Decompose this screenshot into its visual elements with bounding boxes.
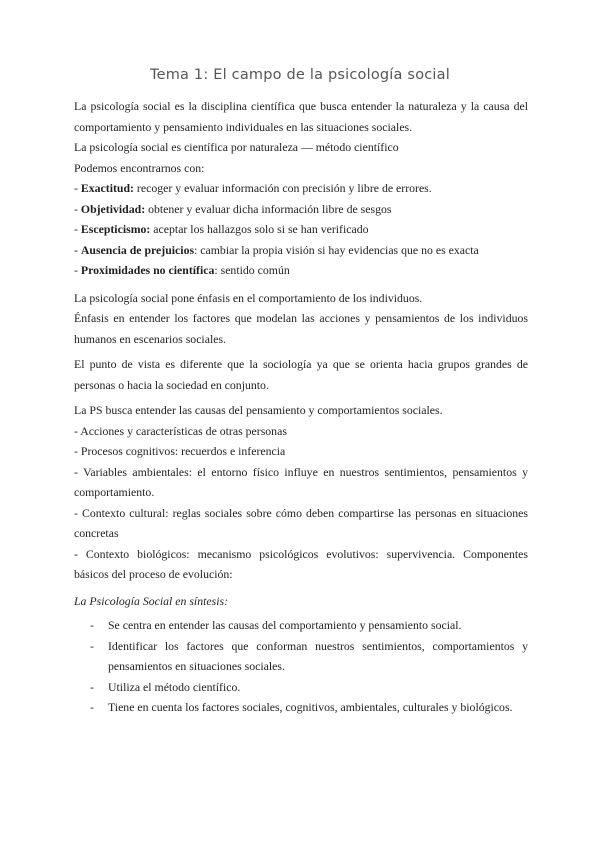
- dash-bullet: -: [90, 679, 94, 694]
- emphasis-paragraph-2: Énfasis en entender los factores que modelan las acciones y pensamientos de los individuos humanos en escenarios sociales.: [74, 311, 528, 346]
- feature-item-prejuicios: - Ausencia de prejuicios: cambiar la propia visión si hay evidencias que no es exacta: [74, 242, 479, 257]
- page-title: Tema 1: El campo de la psicología social: [150, 67, 450, 83]
- causes-list: [74, 421, 528, 585]
- feature-text: aceptar los hallazgos solo si se han verificado: [150, 222, 369, 236]
- feature-term: Objetividad:: [80, 201, 146, 216]
- dash-bullet: -: [90, 638, 94, 653]
- summary-item: - Utiliza el método científico.: [74, 677, 528, 698]
- feature-term: Escepticismo:: [80, 222, 151, 236]
- summary-item: - Se centra en entender las causas del comportamiento y pensamiento social.: [74, 615, 528, 636]
- intro-paragraph-3: Podemos encontrarnos con:: [74, 160, 205, 175]
- feature-text: : sentido común: [214, 263, 290, 277]
- emphasis-paragraph-3: El punto de vista es diferente que la sociología ya que se orienta hacia grupos grandes de personas o hacia la sociedad en conjunto.: [74, 357, 528, 392]
- feature-item-objetividad: - Objetividad: obtener y evaluar dicha información libre de sesgos: [74, 201, 392, 216]
- feature-text: obtener y evaluar dicha información libre de sesgos: [145, 201, 392, 216]
- feature-term: Exactitud:: [80, 181, 134, 195]
- causes-item: - Variables ambientales: el entorno físico influye en nuestros sentimientos, pensamientos y comportamiento.: [74, 464, 528, 499]
- feature-text: recoger y evaluar información con precisión y libre de errores.: [133, 181, 432, 195]
- causes-item: - Contexto biológicos: mecanismo psicológicos evolutivos: supervivencia. Componentes básicos del proceso de evolución:: [74, 546, 528, 581]
- intro-paragraph-2: La psicología social es científica por naturaleza — método científico: [74, 140, 399, 154]
- features-list: [74, 178, 528, 281]
- causes-item: - Procesos cognitivos: recuerdos e inferencia: [74, 444, 286, 458]
- feature-item-proximidades: - Proximidades no científica: sentido común: [74, 263, 290, 277]
- feature-text: : cambiar la propia visión si hay evidencias que no es exacta: [194, 242, 479, 257]
- feature-item-exactitud: - Exactitud: recoger y evaluar información con precisión y libre de errores.: [74, 181, 432, 195]
- dash-bullet: -: [90, 618, 94, 632]
- intro-paragraph-1: La psicología social es la disciplina científica que busca entender la naturaleza y la causa del comportamiento y pensamiento individuales en las situaciones sociales.: [74, 99, 528, 134]
- causes-item: - Contexto cultural: reglas sociales sobre cómo deben compartirse las personas en situaciones concretas: [74, 505, 528, 540]
- feature-term: Proximidades no científica: [80, 263, 215, 277]
- summary-list: [74, 615, 528, 718]
- feature-term: Ausencia de prejuicios: [80, 242, 195, 257]
- feature-item-escepticismo: - Escepticismo: aceptar los hallazgos solo si se han verificado: [74, 222, 369, 236]
- summary-heading: La Psicología Social en síntesis:: [74, 593, 229, 608]
- causes-item: - Acciones y características de otras personas: [74, 423, 287, 438]
- emphasis-paragraph-1: La psicología social pone énfasis en el comportamiento de los individuos.: [74, 290, 423, 305]
- summary-item: - Identificar los factores que conforman nuestros sentimientos, comportamientos y pensamientos en situaciones sociales.: [74, 636, 528, 677]
- summary-item: - Tiene en cuenta los factores sociales, cognitivos, ambientales, culturales y biológicos.: [74, 697, 528, 718]
- dash-bullet: -: [90, 700, 94, 714]
- document-body: [74, 96, 528, 718]
- causes-intro: La PS busca entender las causas del pensamiento y comportamientos sociales.: [74, 403, 443, 417]
